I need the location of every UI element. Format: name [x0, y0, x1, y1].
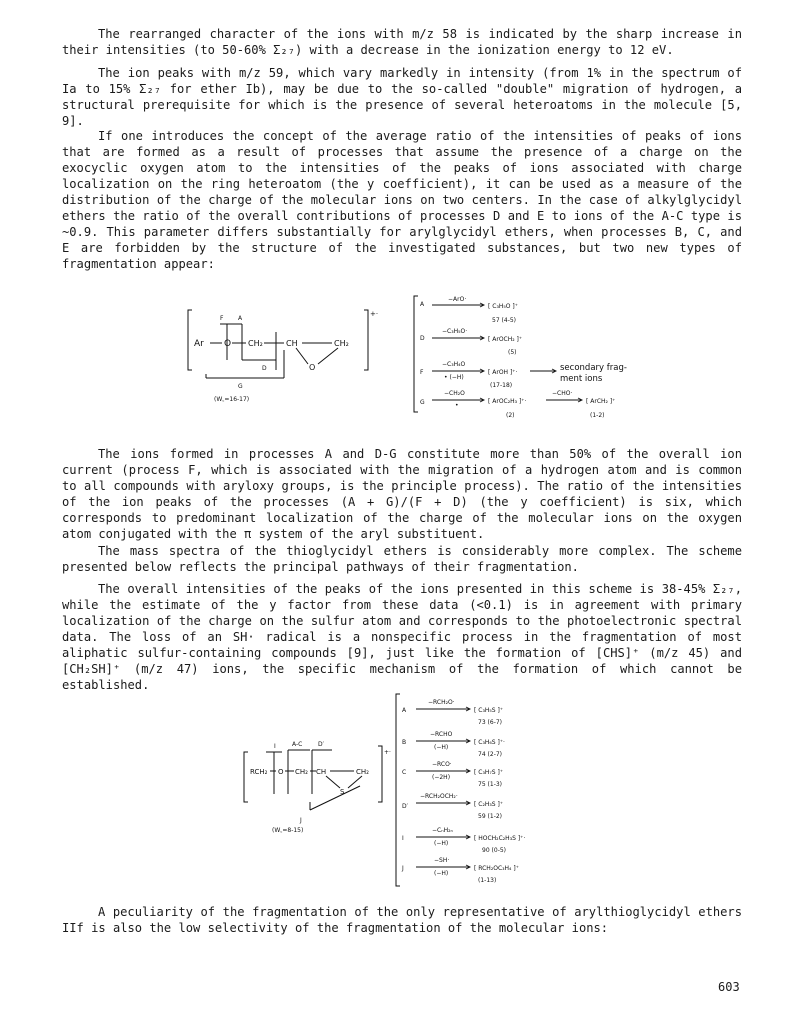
svg-text:D′: D′ [402, 803, 408, 810]
svg-text:I: I [402, 835, 404, 842]
paragraph-2: The ion peaks with m/z 59, which vary markedly in intensity (from 1% in the spectrum of Ia to 15% Σ₂₇ for ether Ib), may be due to the so-called "double" migration of hydrogen, a structural prerequisite for which is the presence of several heteroatoms in the molecule [5, 9]. [62, 66, 742, 128]
path2-c-value: 75 (1-3) [478, 781, 503, 788]
ch-group-2: CH [316, 768, 327, 776]
paragraph-7: A peculiarity of the fragmentation of the only representative of arylthioglycidyl ethers IIf is also the low selectivity of the fragmentation of the molecular ions: [62, 905, 742, 935]
paragraph-3: If one introduces the concept of the average ratio of the intensities of peaks of ions that are formed as a result of processes that assume the presence of a charge on the exocyclic oxygen atom to the intensities of the peaks of ions associated with charge localization on the ring heteroatom (the y coefficient), it can be used as a measure of the distribution of the charge of the molecular ions on two centers. In the case of alkylglycidyl ethers the ratio of the overall contributions of processes D and E to ions of the A-C type is ~0.9. This parameter differs substantially for arylglycidyl ethers, when processes B, C, and E are forbidden by the structure of the investigated substances, but two new types of fragmentation appear: [62, 129, 742, 271]
secondary-ions-label: secondary frag- [560, 363, 627, 373]
path-g-ion2: [ ArCH₂ ]⁺ [586, 398, 616, 405]
ch-group: CH [286, 339, 298, 348]
path2-i-loss2: (−H) [434, 840, 449, 847]
cleavage-label-i: I [274, 743, 276, 750]
svg-text:A: A [402, 707, 407, 714]
wm-value-2: (W꜀=8-15) [272, 827, 304, 834]
svg-text:J: J [402, 865, 404, 872]
path2-dp-value: 59 (1-2) [478, 813, 503, 820]
paragraph-5: The mass spectra of the thioglycidyl ethers is considerably more complex. The scheme presented below reflects the principal pathways of their fragmentation. [62, 544, 742, 574]
page-number: 603 [718, 980, 740, 994]
svg-text:F: F [420, 369, 424, 376]
path2-a-loss: −RCH₂O· [428, 699, 455, 706]
svg-text:ment ions: ment ions [560, 374, 603, 384]
path2-a-value: 73 (6-7) [478, 719, 503, 726]
path-g-value: (2) [506, 412, 515, 419]
path2-i-loss: −CₙH₂ₙ [432, 827, 453, 834]
charge-label-2: +· [384, 749, 391, 756]
path-d-loss: −C₃H₅O· [442, 328, 468, 335]
cleavage-label-d: D [262, 365, 267, 372]
ch2-b: CH₂ [334, 339, 349, 348]
oxygen-2: O [278, 768, 284, 776]
path2-j-value: (1-13) [478, 877, 497, 884]
fragmentation-scheme-1 [180, 288, 640, 423]
cleavage-label-j: J [300, 817, 302, 824]
svg-text:A: A [420, 301, 425, 308]
path2-i-ion: [ HOCH₂C₂H₃S ]⁺· [474, 835, 526, 842]
path2-b-ion: [ C₃H₆S ]⁺· [474, 739, 505, 746]
sulfur-atom: S [340, 788, 345, 796]
path-g-value2: (1-2) [590, 412, 605, 419]
path-a-ion: [ C₃H₅O ]⁺ [488, 303, 518, 310]
path2-j-ion: [ RCH₂OC₃H₄ ]⁺ [474, 865, 519, 872]
cleavage-label-a: A [238, 315, 243, 322]
path2-a-ion: [ C₃H₅S ]⁺ [474, 707, 503, 714]
ch2-b-2: CH₂ [356, 768, 369, 776]
path-d-value: (5) [508, 349, 517, 356]
svg-text:•: • [455, 402, 459, 409]
path-f-loss: −C₃H₄O [442, 361, 466, 368]
paragraph-1: The rearranged character of the ions with m/z 58 is indicated by the sharp increase in their intensities (to 50-60% Σ₂₇) with a decrease in the ionization energy to 12 eV. [62, 27, 742, 57]
path2-i-value: 90 (0-5) [482, 847, 507, 854]
path2-j-loss: −SH· [434, 857, 450, 864]
path2-b-loss: −RCHO [430, 731, 453, 738]
oxygen-1: O [224, 339, 232, 349]
cleavage-label-dp: D′ [318, 741, 324, 748]
cleavage-label-g: G [238, 383, 243, 390]
path-f-value: (17-18) [490, 382, 513, 389]
path-g-loss3: −CHO· [552, 390, 573, 397]
ch2-a: CH₂ [248, 339, 263, 348]
paragraph-4: The ions formed in processes A and D-G constitute more than 50% of the overall ion current (process F, which is associated with the migration of a hydrogen atom and is common to all compounds with aryloxy groups, is the principle process). The ratio of the intensities of the ion peaks of the processes (A + G)/(F + D) (the y coefficient) is six, which corresponds to predominant localization of the charge of the molecular ions on the oxygen atom conjugated with the π system of the aryl substituent. [62, 447, 742, 541]
path-g-loss: −CH₂O [444, 390, 465, 397]
path2-c-loss2: (−2H) [432, 774, 451, 781]
path2-dp-loss: −RCH₂OCH₂· [420, 793, 458, 800]
wm-value: (W꜀=16-17) [214, 396, 250, 403]
paragraph-6: The overall intensities of the peaks of the ions presented in this scheme is 38-45% Σ₂₇, while the estimate of the y factor from these data (<0.1) is in agreement with primary localization of the charge on the sulfur atom and corresponds to the photoelectronic spectral data. The loss of an SH· radical is a nonspecific process in the fragmentation of most aliphatic sulfur-containing compounds [9], just like the formation of [CHS]⁺ (m/z 45) and [CH₂SH]⁺ (m/z 47) ions, the specific mechanism of the formation of which cannot be established. [62, 582, 742, 692]
path2-dp-ion: [ C₂H₃S ]⁺ [474, 801, 503, 808]
path2-c-loss: −RCO· [432, 761, 452, 768]
path-a-loss: −ArO· [448, 296, 467, 303]
path2-j-loss2: (−H) [434, 870, 449, 877]
svg-text:C: C [402, 769, 407, 776]
path-f-loss2: • (−H) [444, 374, 464, 381]
cleavage-label-ac: A-C [292, 741, 303, 748]
path-g-ion: [ ArOC₂H₃ ]⁺· [488, 398, 527, 405]
path2-b-value: 74 (2-7) [478, 751, 503, 758]
charge-label: +· [370, 310, 379, 318]
ring-oxygen: O [309, 363, 316, 372]
cleavage-label-f: F [220, 315, 224, 322]
fragmentation-scheme-2 [236, 690, 536, 895]
path-f-ion: [ ArOH ]⁺· [488, 369, 518, 376]
svg-text:G: G [420, 399, 425, 406]
rch2-group: RCH₂ [250, 768, 268, 776]
path2-b-loss2: (−H) [434, 744, 449, 751]
path-a-value: 57 (4-5) [492, 317, 517, 324]
svg-text:B: B [402, 739, 407, 746]
path2-c-ion: [ C₃H₇S ]⁺ [474, 769, 503, 776]
svg-text:D: D [420, 335, 425, 342]
ar-group: Ar [194, 339, 204, 349]
ch2-a-2: CH₂ [295, 768, 308, 776]
path-d-ion: [ ArOCH₂ ]⁺ [488, 336, 523, 343]
